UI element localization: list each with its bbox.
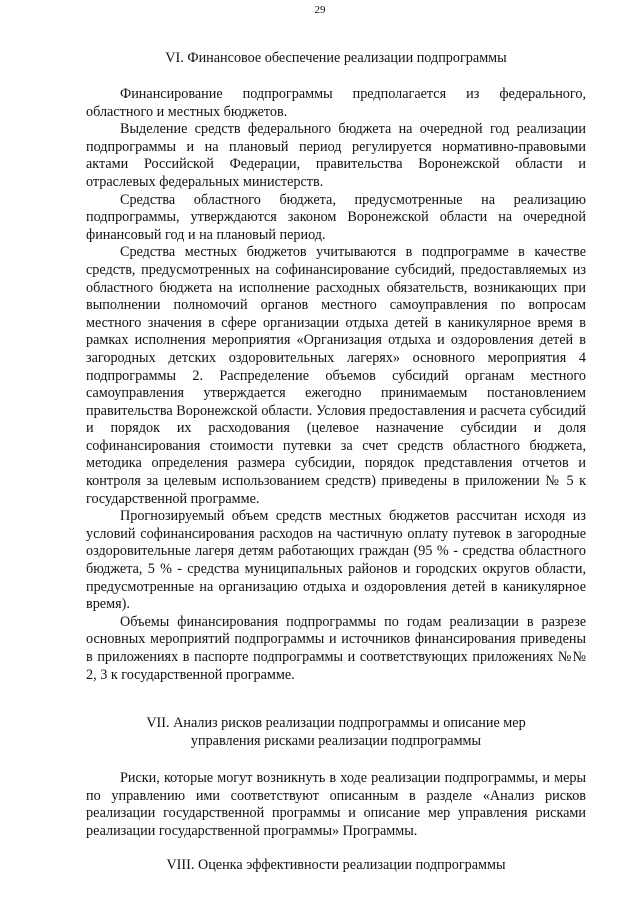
section-7-heading-line-1: VII. Анализ рисков реализации подпрограммы и описание мер [146, 715, 526, 731]
section-6-paragraph-4: Средства местных бюджетов учитываются в подпрограмме в качестве средств, предусмотренных на софинансирование субсидий, предоставляемых из областного бюджета на исполнение расходных обязательств, возникающих при выполнении полномочий органов местного самоуправления по вопросам местного значения в сфере организации отдыха детей в каникулярное время в рамках исполнения мероприятия «Организация отдыха и оздоровления детей в загородных детских оздоровительных лагерях» основного мероприятия 4 подпрограммы 2. Распределение объемов субсидий органам местного самоуправления утверждается ежегодно принимаемым постановлением правительства Воронежской области. Условия предоставления и расчета субсидий и порядок их расходования (целевое назначение субсидии и доля софинансирования стоимости путевки за счет средств областного бюджета, методика определения размера субсидии, порядок представления отчетов и контроля за целевым использованием средств) приведены в приложении № 5 к государственной программе. [86, 244, 586, 507]
section-6-paragraph-5: Прогнозируемый объем средств местных бюджетов рассчитан исходя из условий софинансирования расходов на частичную оплату путевок в загородные оздоровительные лагеря детям работающих граждан (95 % - средства областного бюджета, 5 % - средства муниципальных районов и городских округов области, предусмотренные на организацию отдыха и оздоровления детей в каникулярное время). [86, 508, 586, 613]
section-6-paragraph-3: Средства областного бюджета, предусмотренные на реализацию подпрограммы, утверждаются законом Воронежской области на очередной финансовый год и на плановый период. [86, 191, 586, 243]
section-7-heading-line-2: управления рисками реализации подпрограммы [190, 732, 482, 749]
page-number: 29 [314, 4, 326, 16]
section-6-paragraph-6: Объемы финансирования подпрограммы по годам реализации в разрезе основных мероприятий подпрограммы и источников финансирования приведены в приложениях в паспорте подпрограммы и соответствующих приложениях №№ 2, 3 к государственной программе. [86, 613, 586, 683]
section-6-paragraph-2: Выделение средств федерального бюджета на очередной год реализации подпрограммы и на плановый период регулируется нормативно-правовыми актами Российской Федерации, правительства Воронежской области и отраслевых федеральных министерств. [86, 121, 586, 190]
section-7-heading [86, 715, 586, 750]
section-7-body [86, 770, 586, 840]
section-6-paragraph-1: Финансирование подпрограммы предполагается из федерального, областного и местных бюджетов. [86, 86, 586, 120]
section-8-heading: VIII. Оценка эффективности реализации подпрограммы [166, 857, 506, 873]
section-7-paragraph-1: Риски, которые могут возникнуть в ходе реализации подпрограммы, и меры по управлению ими соответствуют описанным в разделе «Анализ рисков реализации государственной программы и описание мер управления рисками реализации государственной программы» Программы. [86, 770, 586, 839]
section-6-heading: VI. Финансовое обеспечение реализации подпрограммы [165, 50, 507, 66]
section-6-body [86, 86, 586, 684]
